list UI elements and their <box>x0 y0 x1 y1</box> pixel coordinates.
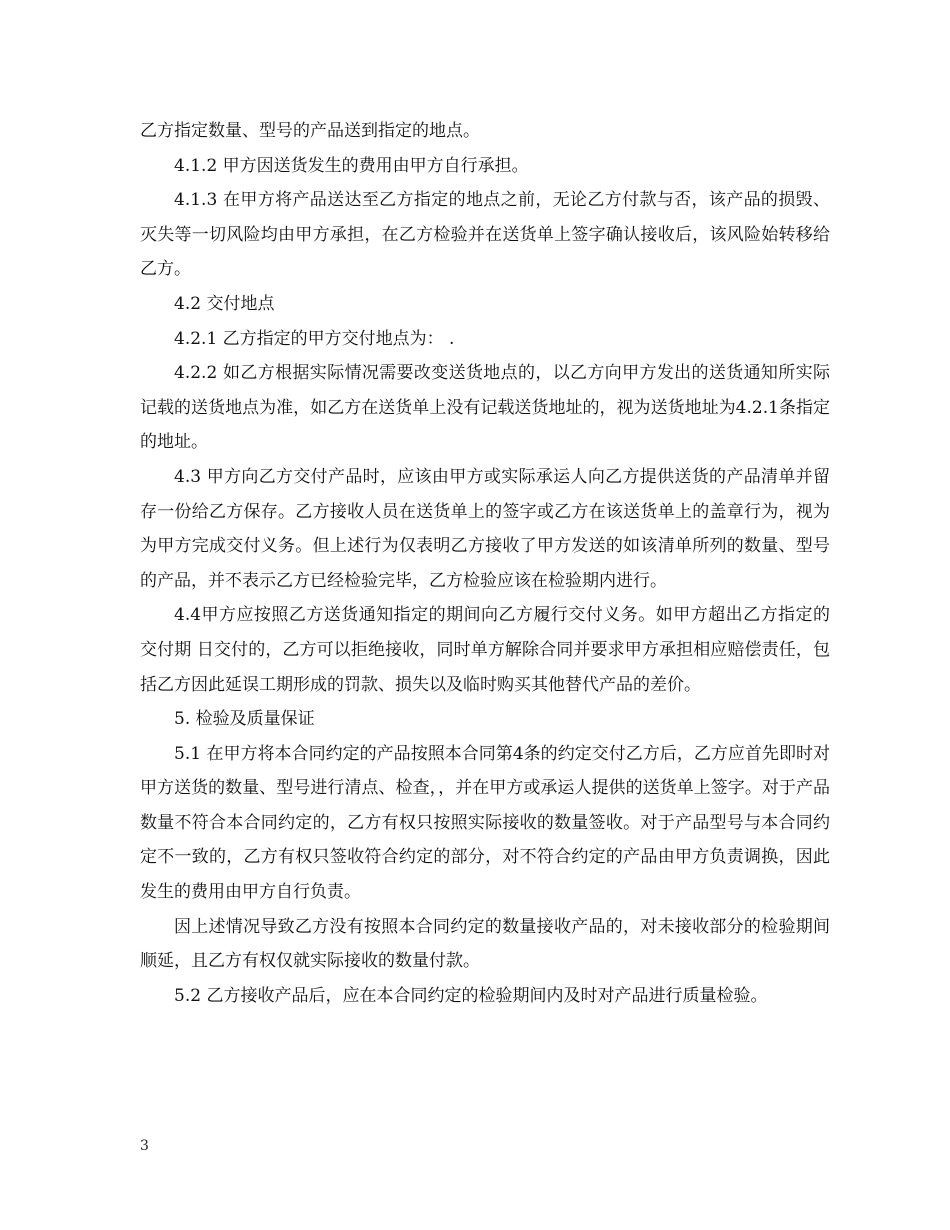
paragraph: 因上述情况导致乙方没有按照本合同约定的数量接收产品的，对未接收部分的检验期间顺延，且乙方有权仅就实际接收的数量付款。 <box>140 916 830 972</box>
paragraph: 5.1 在甲方将本合同约定的产品按照本合同第4条的约定交付乙方后，乙方应首先即时对甲方送货的数量、型号进行清点、检查，，并在甲方或承运人提供的送货单上签字。对于产品数量不符合本合同约定的，乙方有权只按照实际接收的数量签收。对于产品型号与本合同约定不一致的，乙方有权只签收符合约定的部分，对不符合约定的产品由甲方负责调换，因此发生的费用由甲方自行负责。 <box>140 743 830 903</box>
paragraph: 4.1.3 在甲方将产品送达至乙方指定的地点之前，无论乙方付款与否，该产品的损毁、灭失等一切风险均由甲方承担，在乙方检验并在送货单上签字确认接收后，该风险始转移给乙方。 <box>140 190 830 280</box>
paragraph: 5. 检验及质量保证 <box>174 709 315 730</box>
paragraph: 4.2.2 如乙方根据实际情况需要改变送货地点的，以乙方向甲方发出的送货通知所实际记载的送货地点为准，如乙方在送货单上没有记载送货地址的，视为送货地址为4.2.1条指定的地址。 <box>140 363 830 453</box>
paragraph: 4.4甲方应按照乙方送货通知指定的期间向乙方履行交付义务。如甲方超出乙方指定的交付期 日交付的，乙方可以拒绝接收，同时单方解除合同并要求甲方承担相应赔偿责任，包括乙方因此延误工期形成的罚款、损失以及临时购买其他替代产品的差价。 <box>140 605 830 695</box>
paragraph: 4.2.1 乙方指定的甲方交付地点为： . <box>174 328 455 349</box>
paragraph: 4.1.2 甲方因送货发生的费用由甲方自行承担。 <box>174 155 529 176</box>
paragraph: 4.3 甲方向乙方交付产品时，应该由甲方或实际承运人向乙方提供送货的产品清单并留存一份给乙方保存。乙方接收人员在送货单上的签字或乙方在该送货单上的盖章行为，视为为甲方完成交付义务。但上述行为仅表明乙方接收了甲方发送的如该清单所列的数量、型号的产品，并不表示乙方已经检验完毕，乙方检验应该在检验期内进行。 <box>140 466 830 591</box>
paragraph: 5.2 乙方接收产品后，应在本合同约定的检验期间内及时对产品进行质量检验。 <box>174 985 768 1006</box>
paragraph: 乙方指定数量、型号的产品送到指定的地点。 <box>140 121 480 141</box>
document-body <box>140 114 830 1013</box>
paragraph: 4.2 交付地点 <box>174 293 275 314</box>
page-number: 3 <box>140 1138 149 1154</box>
